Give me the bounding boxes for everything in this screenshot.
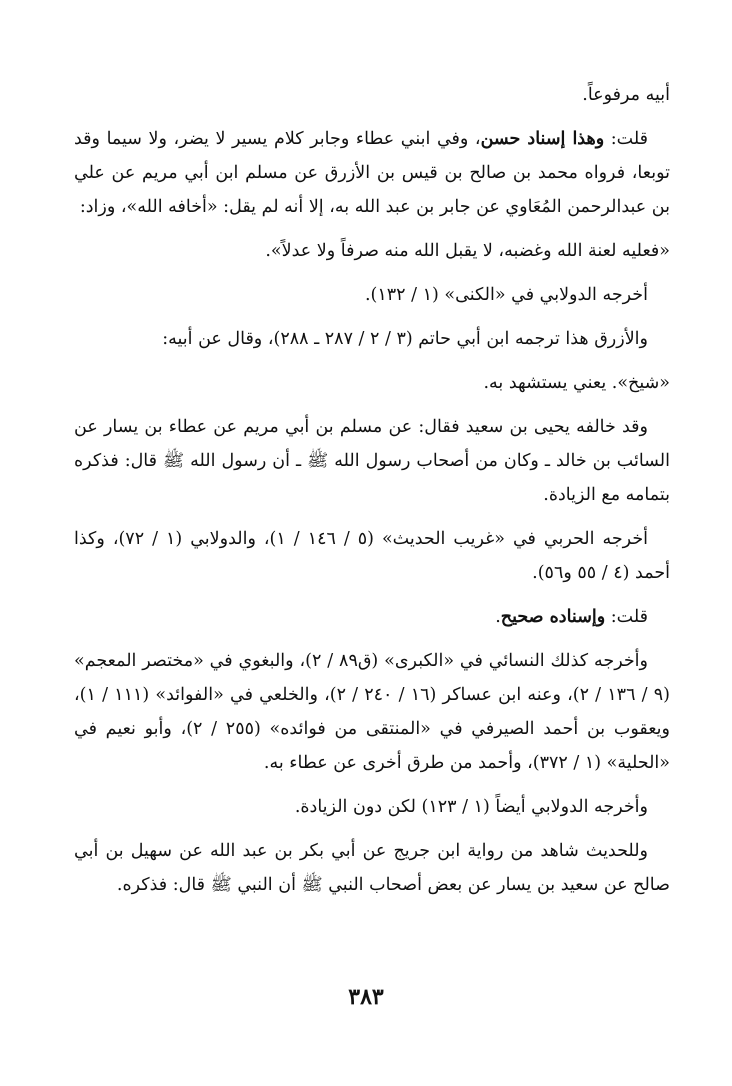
paragraph-1: [74, 78, 670, 112]
paragraph-text: أخرجه الدولابي في «الكنى» (١ / ١٣٢).: [364, 285, 648, 305]
paragraph-8: [74, 522, 670, 590]
paragraph-12: [74, 834, 670, 902]
paragraph-text: أبيه مرفوعاً.: [582, 85, 670, 105]
paragraph-lead: قلت:: [604, 129, 648, 149]
paragraph-text: «شيخ». يعني يستشهد به.: [483, 373, 670, 393]
paragraph-text: وللحديث شاهد من رواية ابن جريج عن أبي بكر بن عبد الله عن سهيل بن أبي صالح عن سعيد بن يسار عن بعض أصحاب النبي ﷺ أن النبي ﷺ قال: فذكره.: [74, 841, 670, 895]
paragraph-10: [74, 644, 670, 780]
paragraph-4: [74, 278, 670, 312]
paragraph-2: [74, 122, 670, 224]
paragraph-bold: وهذا إسناد حسن: [480, 129, 605, 149]
paragraph-11: [74, 790, 670, 824]
page-number: ٣٨٣: [348, 984, 384, 1010]
paragraph-text: «فعليه لعنة الله وغضبه، لا يقبل الله منه صرفاً ولا عدلاً».: [265, 241, 670, 261]
paragraph-9: [74, 600, 670, 634]
paragraph-text: .: [495, 607, 501, 627]
paragraph-5: [74, 322, 670, 356]
paragraph-bold: وإسناده صحيح: [500, 607, 606, 627]
paragraph-text: وأخرجه كذلك النسائي في «الكبرى» (ق٨٩ / ٢)، والبغوي في «مختصر المعجم» (٩ / ١٣٦ / ٢)، وعنه ابن عساكر (١٦ / ٢٤٠ / ٢)، والخلعي في «الفوائد» (١١١ / ١)، ويعقوب بن أحمد الصيرفي في «المنتقى من فوائده» (٢٥٥ / ٢)، وأبو نعيم في «الحلية» (١ / ٣٧٢)، وأحمد من طرق أخرى عن عطاء به.: [74, 651, 670, 773]
paragraph-text: وأخرجه الدولابي أيضاً (١ / ١٢٣) لكن دون الزيادة.: [294, 797, 648, 817]
paragraph-7: [74, 410, 670, 512]
paragraph-lead: قلت:: [605, 607, 648, 627]
paragraph-text: والأزرق هذا ترجمه ابن أبي حاتم (٣ / ٢ / ٢٨٧ ـ ٢٨٨)، وقال عن أبيه:: [162, 329, 648, 349]
page-body: [74, 78, 670, 912]
paragraph-6: [74, 366, 670, 400]
paragraph-text: أخرجه الحربي في «غريب الحديث» (٥ / ١٤٦ / ١)، والدولابي (١ / ٧٢)، وكذا أحمد (٤ / ٥٥ و٥٦).: [74, 529, 670, 583]
paragraph-text: وقد خالفه يحيى بن سعيد فقال: عن مسلم بن أبي مريم عن عطاء بن يسار عن السائب بن خالد ـ وكان من أصحاب رسول الله ﷺ ـ أن رسول الله ﷺ قال: فذكره بتمامه مع الزيادة.: [74, 417, 670, 505]
paragraph-text: ، وفي ابني عطاء وجابر كلام يسير لا يضر، ولا سيما وقد توبعا، فرواه محمد بن صالح بن قيس بن الأزرق عن مسلم ابن أبي مريم عن علي بن عبدالرحمن المُعَاوي عن جابر بن عبد الله به، إلا أنه لم يقل: «أخافه الله»، وزاد:: [74, 129, 670, 217]
paragraph-3: [74, 234, 670, 268]
